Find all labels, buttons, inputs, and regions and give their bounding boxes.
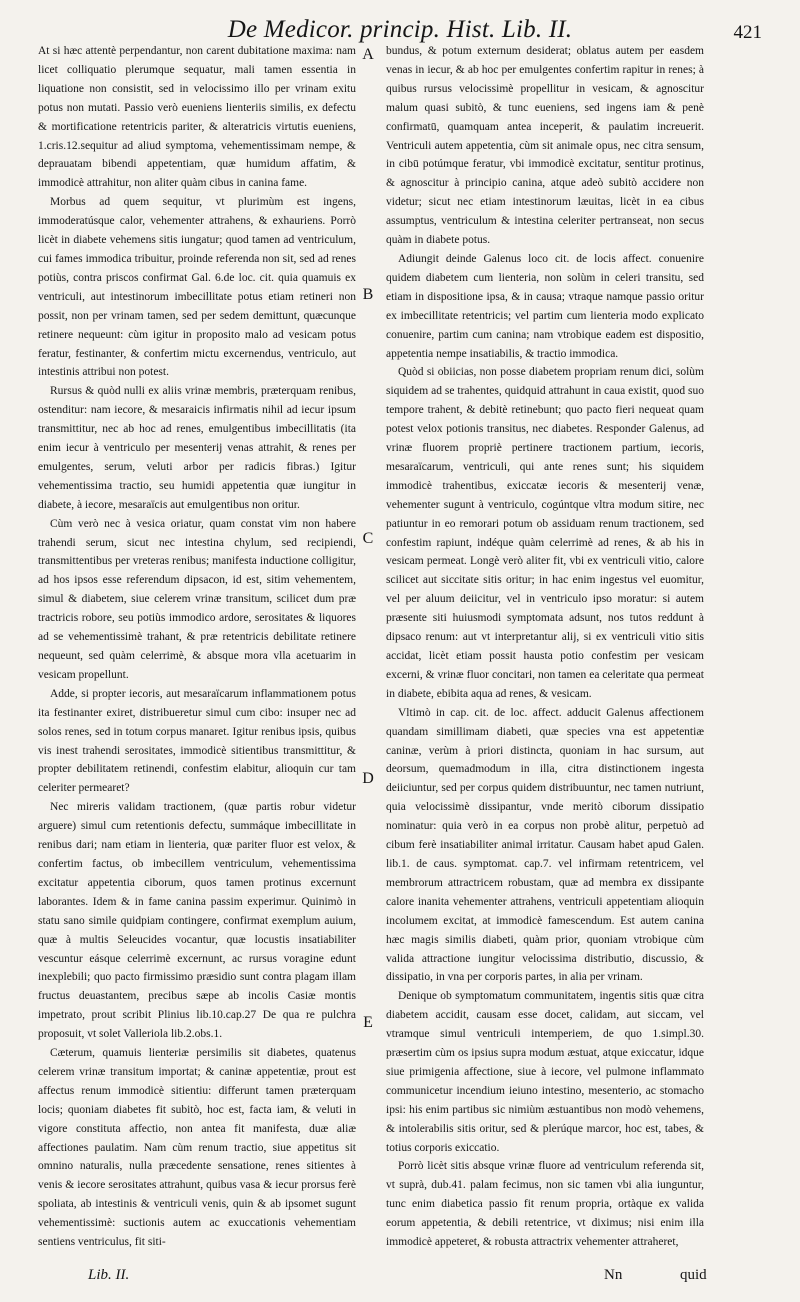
catchword: quid	[680, 1267, 707, 1283]
margin-letter-b: B	[362, 286, 374, 303]
right-column	[386, 42, 704, 1252]
page-number: 421	[733, 22, 762, 43]
paragraph: bundus, & potum externum desiderat; oblatus autem per easdem venas in iecur, & ab hoc per emulgentes confertim rapitur in renes; à quibus rursus velocissimè propellitur in vesicam, & agnoscitur malum quasi subitò, & tunc eueniens, sed ingens iam & penè confirmatū, quamquam antea inceperit, & paulatim increuerit. Ventriculi autem appetentia, cùm sit animale opus, nec citra sensum, in cibū potúmque feratur, vbi immodicè excitatur, sentitur protinus, & agnoscitur à principio canina, atque adeò subitò accidere non videtur; sicut nec etiam intestinorum læuitas, licèt in ea cibus assumptus, ventriculum & intestina celeriter pertranseat, non secus quàm in diabete potus.	[386, 45, 704, 247]
paragraph: Rursus & quòd nulli ex aliis vrinæ membris, præterquam renibus, ostenditur: nam iecore, & mesaraicis infirmatis nihil ad iecur ipsum transmittitur, nec ab hoc ad renes, emulgentibus imbecillitatis (ita enim iecur à ventriculo per mesenterij venas attrahit, & renes per emulgentes, serum, veluti arbor per radicis fibras.) Igitur vehementissima tractio, seu humidi appetentia quæ iungitur in diabete, à iecore, mesaraïcis aut emulgentibus non oritur.	[38, 385, 356, 511]
paragraph: Adiungit deinde Galenus loco cit. de locis affect. conuenire quidem diabetem cum lienteria, non solùm in celeri transitu, sed etiam in dispositione ipsa, & in causa; vtraque namque passio oritur ex imbecillitate retentricis; vel partim cum lienteria modo explicato conuenire, partim cum canina; nam vtrobique eadem est dispositio, appetentia nempe insatiabilis, & tractio immodica.	[386, 252, 704, 360]
paragraph: Denique ob symptomatum communitatem, ingentis sitis quæ citra diabetem accidit, causam esse docet, calidam, aut siccam, vel vtramque simul ventriculi intemperiem, de quo 1.simpl.30. præsertim cùm os ipsius supra modum æstuat, atque exiccatur, idque siue primigenia affectione, siue à iecore, vel pulmone inflammato communicetur incendium ieiuno intestino, mesenterio, ac stomacho ipsi: his enim partibus sic nimiùm æstuantibus non modò vehemens, & intolerabilis sitis oritur, sed & plerúque marcor, hoc est, tabes, & totius corporis exiccatio.	[386, 990, 704, 1154]
paragraph: Porrò licèt sitis absque vrinæ fluore ad ventriculum referenda sit, vt suprà, dub.41. palam fecimus, non sic tamen vbi alia iunguntur, tunc enim diabetica passio fit renum propria, ortàque ex valida eorum appetentia, & debili retentrice, vt diximus; nisi enim illa immodicè appeteret, & robusta attractrix vehementer attraheret,	[386, 1160, 704, 1249]
signature-mark: Nn	[604, 1267, 623, 1283]
paragraph: Adde, si propter iecoris, aut mesaraïcarum inflammationem potus ita festinanter exiret, distribueretur simul cum cibo: insuper nec ad solos renes, sed in totum corpus manaret. Igitur renibus ipsis, quibus vis inest trahendi serositates, immodicè sitientibus transmittitur, & propter debilitatem retinendi, confestim elabitur, alioquin cur tam celeriter permearet?	[38, 687, 356, 795]
margin-letter-e: E	[363, 1014, 373, 1031]
margin-letter-c: C	[362, 530, 374, 547]
paragraph: Vltimò in cap. cit. de loc. affect. adducit Galenus affectionem quandam simillimam diabeti, quæ species vna est appetentiæ caninæ, verùm à priori distincta, quoniam in hac sursum, aut deorsum, quemadmodum in illa, citra distinctionem ingesta deiiciuntur, sed per corpus quidem distribuuntur, nec tamen nutriunt, quia velocissimè dissipantur, vnde meritò ciborum dissipatio nominatur: quia verò in ea corpus non probè alitur, perpetuò ad cibum ferè insatiabiliter animal irritatur. Causam habet apud Galen. lib.1. de caus. symptomat. cap.7. vel infirmam retentricem, vel membrorum attractricem robustam, quæ ad membra ex dissipante calore inanita vehementer attrahens, ventriculi appetentiam alioquin incolumem excitat, at immodicè famescendum. Est autem canina hæc magis similis diabeti, quàm prior, quoniam vtrobique cùm valida attractione iungitur velocissima distributio, discussio, & dissipatio, in vna per corporis partes, in alia per vrinam.	[386, 706, 704, 984]
paragraph: Morbus ad quem sequitur, vt plurimùm est ingens, immoderatúsque calor, vehementer attrahens, & exhauriens. Porrò licèt in diabete vehemens sitis iungatur; quod tamen ad ventriculum, cui fames immodica tribuitur, proinde referenda non sit, sed ad renes potiùs, contra priscos confirmat Gal. 6.de loc. cit. quia quamuis ex ventriculi, aut intestinorum imbecillitate potus etiam retineri non possit, non per vrinam tamen, sed per sedem demittunt, quæcunque retinere nequeunt: cùm igitur in proposito malo ad vesicam potus feratur, festinanter, & confertim mictu excernendus, ventriculo, aut intestinis attribui non potest.	[38, 196, 356, 379]
paragraph: Cùm verò nec à vesica oriatur, quam constat vim non habere trahendi serum, sicut nec intestina chylum, sed recipiendi, transmittentibus per vreteras renibus; manifesta inductione colligitur, ad hos ipsos esse referendum dipsacon, id est, sitim vehementem, simul & diabetem, siue celerem vrinæ transitum, scilicet dum præ tractricis robore, seu potiùs immodico ardore, serositates & liquores ad se vehementissimè trahant, & præ retentricis debilitate retinere nequeunt, sed quàm celerrimè, & absque mora vlla acetuarim in vesicam propellunt.	[38, 517, 356, 681]
left-column	[38, 42, 356, 1252]
paragraph: At si hæc attentè perpendantur, non carent dubitatione maxima: nam licet colliquatio plerumque sequatur, mali tamen essentia in liquatione non consistit, sed in velocissimo illo per vrinam exitu potus non mutati. Passio verò eueniens lienteriis similis, ex defectu & mortificatione retentricis pariter, & alteratricis virtutis eueniens, 1.cris.12.sequitur ad aliud symptoma, vehementissimam nempe, & deprauatam bibendi appetentiam, quæ humidum affatim, & immodicè attrahitur, non aliter quàm cibus in canina fame.	[38, 45, 356, 190]
paragraph: Cæterum, quamuis lienteriæ persimilis sit diabetes, quatenus celerem vrinæ transitum importat; & caninæ appetentiæ, prout est affectus renum immodicè sitientiu: differunt tamen præterquam locis; quoniam diabetes fit subitò, hoc est, facta iam, & veluti in vigore constituta affectio, non antea fit manifesta, duæ aliæ affectiones paulatim. Nam cùm renum tractio, siue appetitus sit omnino naturalis, nulla præcedente sensatione, renes sitientes à venis & iecore serositates attrahunt, quibus vasa & iecur prorsus ferè spoliata, ab intestinis & ventriculi venis, quin & ab ipsomet sugunt vehementissimè: suctionis autem ac exuccationis vehementiam sentiens ventriculus, fit siti-	[38, 1047, 356, 1249]
margin-letter-d: D	[362, 770, 374, 787]
margin-letters	[356, 0, 380, 1302]
footer-book-label: Lib. II.	[88, 1267, 130, 1283]
margin-letter-a: A	[362, 46, 374, 63]
running-head: De Medicor. princip. Hist. Lib. II.	[227, 16, 573, 43]
paragraph: Quòd si obiicias, non posse diabetem propriam renum dici, solùm siquidem ad se trahentes, quidquid attrahunt in caua existit, quod suo tempore trahent, & debitè retinebunt; quo pacto fieri nequeat quam potest velox potionis transitus, nec diabetes. Responder Galenus, ad vrinæ fluorem propriè pertinere tractionem partium, iecoris, mesaraïcarum, ventriculi, qui ante renes sunt; his siquidem immodicè trahentibus, exiccatæ iecoris & mesenterij venæ, vehementer sugunt à ventriculo, cogúntque vltra modum sitire, nec patiuntur in eo remorari potum ob assiduam renum tractionem, sed confestim rapiunt, indéque quàm celerrimè ad renes, & ab his in vesicam permeat. Longè verò aliter fit, vbi ex ventriculi vitio, calore scilicet aut siccitate sitis oritur; in hac enim ingestus vel euomitur, vel per aluum deiicitur, vel in ventriculo ipso moratur: si autem præsente siti huiusmodi symptomata adsunt, nos tutos reddunt à dipsaco renum: aut vt interpretantur alij, si ex ventriculi vitio sitis accidat, licèt etiam possit hausta potio confestim per vesicam excerni, & vrinæ fluor concitari, non tamen ea celeritate qua permeat in diabete, ebibita aqua ad renes, & vesicam.	[386, 366, 704, 700]
paragraph: Nec mireris validam tractionem, (quæ partis robur videtur arguere) simul cum retentionis defectu, summáque imbecillitate in renibus dari; nam etiam in lienteria, quæ pariter fluor est velox, & confertim factus, ob imbecillem ventriculum, vehementissima excitatur appetentia ciborum, quos tamen protinus excernunt laborantes. Idem & in fame canina passim experimur. Quinimò in statu sano simile quidpiam contingere, confirmat exemplum auium, quæ à multis Seleucides vocantur, quæ locustis insatiabiliter vescuntur eásque celerrimè excernunt, ac rursus voragine edunt inexplebili; quo pacto firmissimo præsidio sunt contra plagam illam fructus deuastantem, precibus sæpe ab incolis Casiæ montis impetrato, prout scribit Plinius lib.10.cap.27 De qua re pulchra proposuit, vt solet Valleriola lib.2.obs.1.	[38, 801, 356, 1041]
